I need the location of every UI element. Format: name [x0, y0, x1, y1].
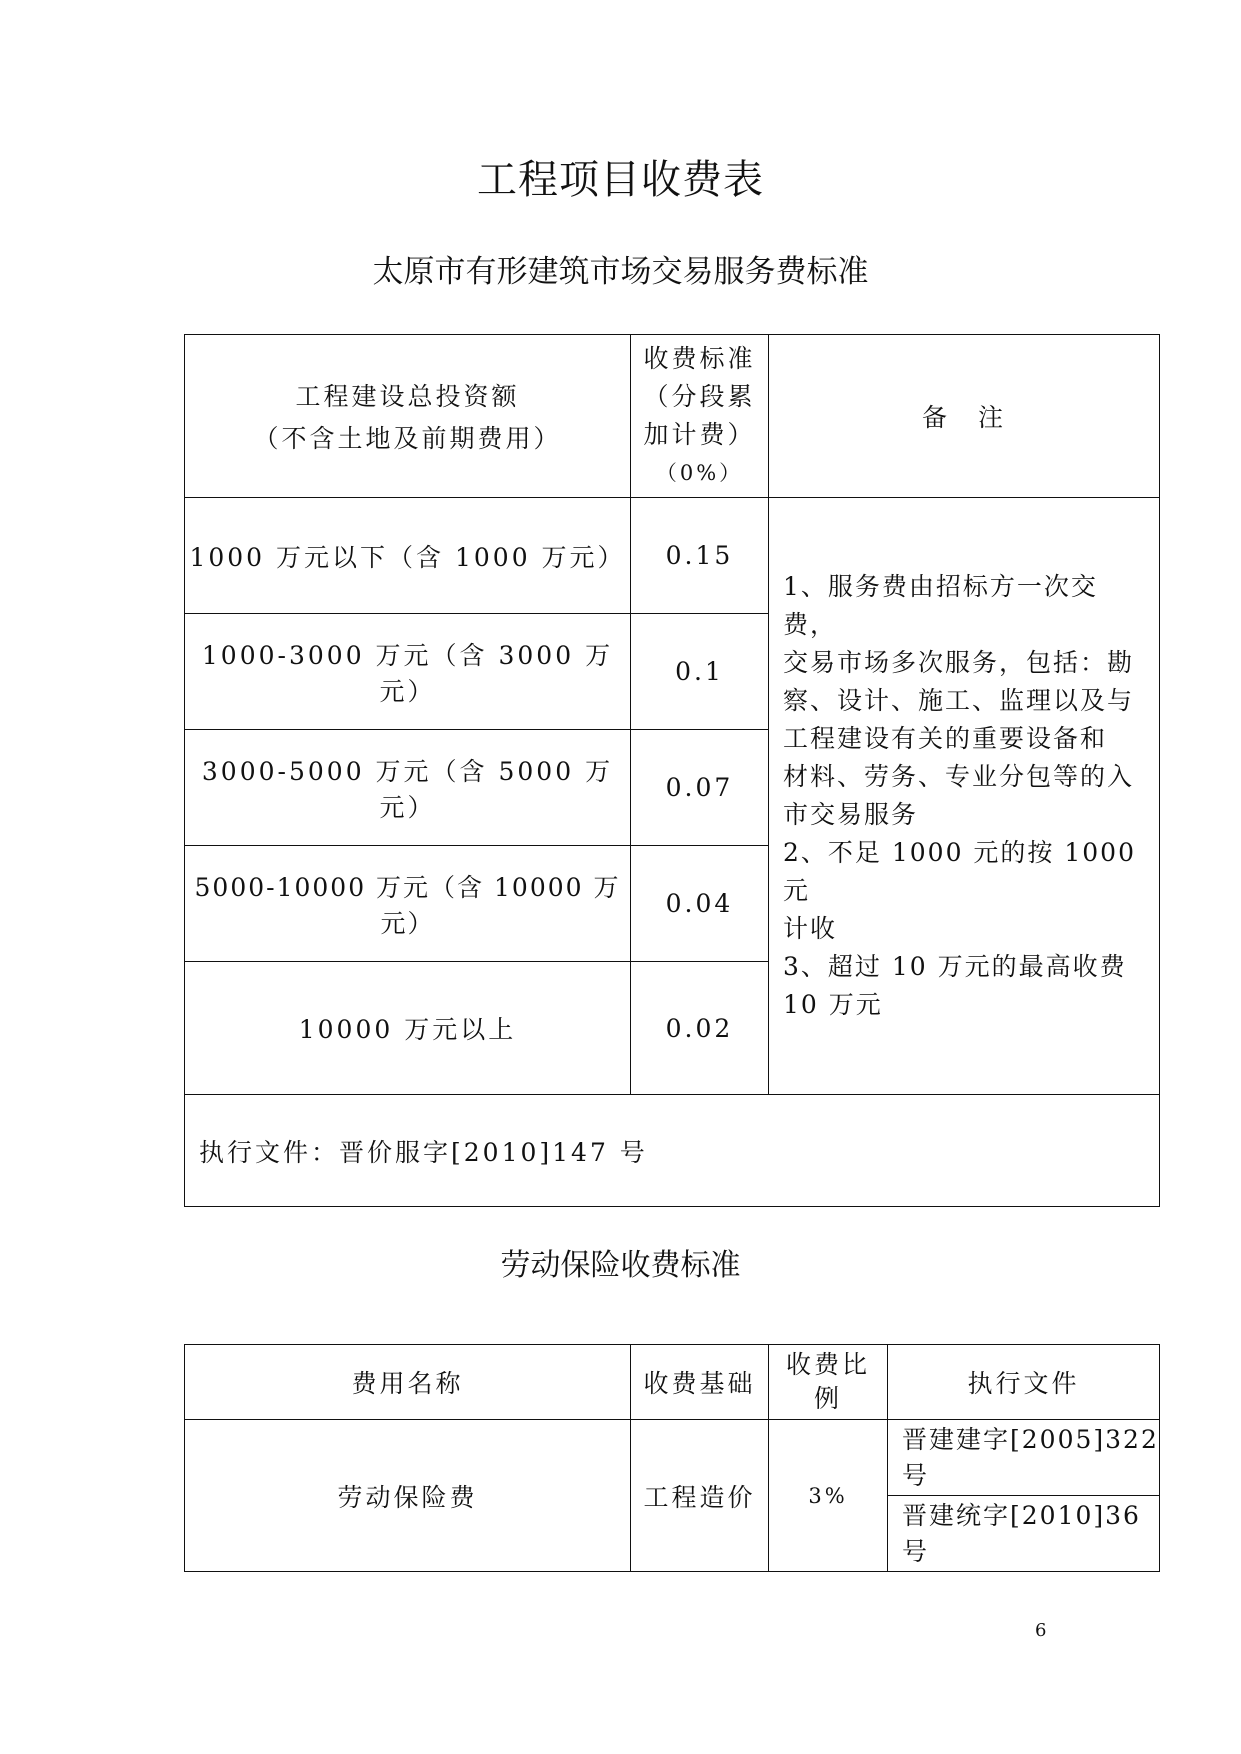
remark-line: 工程建设有关的重要设备和 [783, 724, 1108, 753]
remark-line: 材料、劳务、专业分包等的入 [783, 762, 1135, 791]
header-rate-line2: （分段累 [643, 382, 756, 411]
page-title: 工程项目收费表 [477, 157, 764, 203]
header-fee-name: 费用名称 [185, 1345, 631, 1420]
executing-document: 执行文件：晋价服字[2010]147 号 [185, 1095, 1160, 1207]
rate-cell: 0.1 [631, 614, 769, 730]
table-row [185, 498, 1160, 614]
fee-name-cell: 劳动保险费 [185, 1420, 631, 1572]
table-row [185, 1420, 1160, 1496]
page-number: 6 [1035, 1620, 1047, 1641]
remark-line: 10 万元 [783, 990, 883, 1019]
header-investment [185, 335, 631, 498]
header-rate-line1: 收费标准 [643, 344, 756, 373]
range-cell: 1000 万元以下（含 1000 万元） [185, 498, 631, 614]
header-rate-line3: 加计费） [643, 420, 756, 449]
range-cell: 1000-3000 万元（含 3000 万元） [185, 614, 631, 730]
table1-footer-row [185, 1095, 1160, 1207]
doc-line: 号 [902, 1460, 930, 1490]
remark-line: 计收 [783, 914, 838, 943]
doc-cell-1 [888, 1420, 1160, 1496]
header-fee-ratio-line2: 例 [813, 1384, 842, 1413]
labor-insurance-table [184, 1344, 1160, 1572]
doc-line: 晋建统字[2010]36 [902, 1500, 1141, 1530]
table1-header-row [185, 335, 1160, 498]
range-cell: 3000-5000 万元（含 5000 万元） [185, 730, 631, 846]
header-doc: 执行文件 [888, 1345, 1160, 1420]
remark-line: 市交易服务 [783, 800, 919, 829]
doc-line: 号 [902, 1536, 930, 1566]
doc-line: 晋建建字[2005]322 [902, 1424, 1159, 1454]
table1-heading: 太原市有形建筑市场交易服务费标准 [372, 254, 869, 290]
header-fee-base: 收费基础 [631, 1345, 769, 1420]
header-rate [631, 335, 769, 498]
remark-cell [769, 498, 1160, 1095]
remark-line: 察、设计、施工、监理以及与 [783, 686, 1135, 715]
header-investment-line1: 工程建设总投资额 [295, 382, 520, 411]
remark-line: 1、服务费由招标方一次交费， [783, 572, 1098, 639]
table2-header-row [185, 1345, 1160, 1420]
header-fee-ratio-line1: 收费比 [785, 1350, 870, 1379]
remark-line: 3、超过 10 万元的最高收费 [783, 952, 1127, 981]
range-cell: 10000 万元以上 [185, 962, 631, 1095]
remark-line: 交易市场多次服务，包括：勘 [783, 648, 1135, 677]
header-remark: 备 注 [769, 335, 1160, 498]
table2-heading: 劳动保险收费标准 [500, 1248, 741, 1283]
rate-cell: 0.15 [631, 498, 769, 614]
rate-cell: 0.04 [631, 846, 769, 962]
header-investment-line2: （不含土地及前期费用） [253, 424, 562, 453]
range-cell: 5000-10000 万元（含 10000 万元） [185, 846, 631, 962]
header-rate-line4: （0%） [655, 461, 744, 485]
service-fee-table [184, 334, 1160, 1207]
remark-line: 2、不足 1000 元的按 1000 元 [783, 838, 1136, 905]
fee-base-cell: 工程造价 [631, 1420, 769, 1572]
header-fee-ratio [769, 1345, 888, 1420]
rate-cell: 0.02 [631, 962, 769, 1095]
fee-ratio-cell: 3% [769, 1420, 888, 1572]
rate-cell: 0.07 [631, 730, 769, 846]
doc-cell-2 [888, 1496, 1160, 1572]
